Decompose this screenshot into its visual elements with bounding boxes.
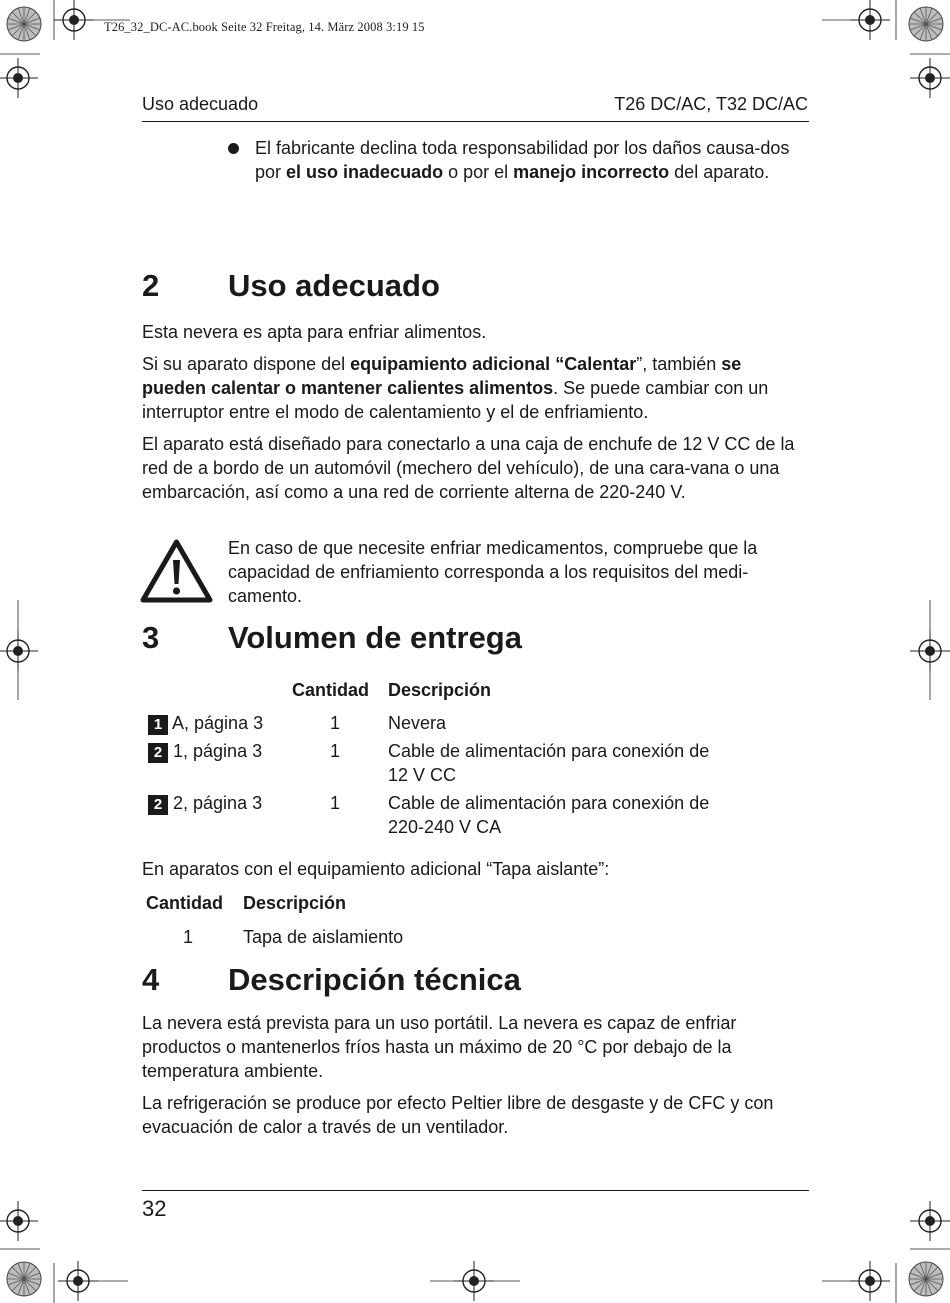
starburst-mark-icon [909, 7, 943, 41]
figure-key-badge: 2 [148, 743, 168, 763]
row-desc: Cable de alimentación para conexión de [388, 793, 710, 813]
warning-triangle-icon [140, 538, 213, 604]
section-number: 2 [142, 268, 160, 303]
section-4-paragraph-2: La refrigeración se produce por efecto Peltier libre de desgaste y de CFC y con evacuación de calor a través de un ventilador. [142, 1093, 774, 1137]
p2-text-2: ”, también [636, 354, 722, 374]
optional-equipment-intro: En aparatos con el equipamiento adicional “Tapa aislante”: [142, 859, 610, 879]
section-2-paragraph-3: El aparato está diseñado para conectarlo a una caja de enchufe de 12 V CC de la red de a bordo de un automóvil (mechero del vehículo), de una cara-vana o una embarcación, así como a una red de corriente alterna de 220-240 V. [142, 434, 795, 502]
starburst-mark-icon [7, 1262, 41, 1296]
liability-bullet [255, 136, 809, 184]
row-desc: Nevera [388, 713, 447, 733]
row-qty: 1 [330, 793, 341, 813]
section-2-paragraph-1: Esta nevera es apta para enfriar alimentos. [142, 322, 487, 342]
section-3-heading [142, 620, 522, 656]
section-4-heading [142, 962, 521, 998]
p2-bold-1: equipamiento adicional “Calentar [350, 354, 637, 374]
table2-header-qty: Cantidad [146, 893, 224, 913]
figure-key-badge: 1 [148, 715, 168, 735]
table-row [148, 791, 262, 815]
bullet-text-1: El fabricante declina toda responsabilidad por los daños causa-dos por [255, 138, 790, 182]
table-row [148, 711, 263, 735]
running-header-right: T26 DC/AC, T32 DC/AC [614, 94, 808, 114]
row-desc-line-2: 12 V CC [388, 765, 457, 785]
row-desc: Tapa de aislamiento [243, 927, 404, 947]
registration-mark-icon [0, 1201, 38, 1241]
registration-mark-icon [0, 58, 38, 98]
starburst-mark-icon [7, 7, 41, 41]
starburst-mark-icon [909, 1262, 943, 1296]
p2-bold-2: se pueden calentar o mantener calientes alimentos [142, 354, 742, 398]
figure-ref: 2, página 3 [173, 793, 263, 813]
section-number: 3 [142, 620, 160, 655]
table2-header-desc: Descripción [243, 893, 347, 913]
row-qty: 1 [330, 741, 341, 761]
registration-mark-icon [910, 1201, 950, 1241]
section-title: Volumen de entrega [228, 620, 522, 655]
footer-rule [142, 1190, 809, 1191]
table-row [148, 739, 262, 763]
row-qty: 1 [330, 713, 341, 733]
section-title: Descripción técnica [228, 962, 521, 997]
table1-header-qty: Cantidad [292, 680, 370, 700]
p2-text-3: . Se puede cambiar con un interruptor entre el modo de calentamiento y el de enfriamiento. [142, 378, 769, 422]
row-desc-line-2: 220-240 V CA [388, 817, 502, 837]
row-qty: 1 [183, 927, 194, 947]
section-2-heading [142, 268, 440, 304]
figure-ref: 1, página 3 [173, 741, 263, 761]
figure-ref: A, página 3 [172, 713, 264, 733]
section-2-paragraph-2 [142, 352, 809, 424]
print-info-line: T26_32_DC-AC.book Seite 32 Freitag, 14. März 2008 3:19 15 [104, 20, 425, 34]
running-header-left: Uso adecuado [142, 94, 259, 114]
table1-header-desc: Descripción [388, 680, 492, 700]
section-number: 4 [142, 962, 160, 997]
bullet-text-3: del aparato. [669, 162, 770, 182]
section-title: Uso adecuado [228, 268, 440, 303]
bullet-icon [228, 143, 239, 154]
registration-mark-icon [910, 58, 950, 98]
bullet-bold-2: manejo incorrecto [513, 162, 670, 182]
page-number: 32 [142, 1196, 167, 1221]
row-desc: Cable de alimentación para conexión de [388, 741, 710, 761]
registration-mark-icon [0, 631, 38, 671]
header-rule [142, 121, 809, 122]
bullet-bold-1: el uso inadecuado [286, 162, 444, 182]
section-4-paragraph-1: La nevera está prevista para un uso portátil. La nevera es capaz de enfriar productos o mantenerlos fríos hasta un máximo de 20 °C por debajo de la temperatura ambiente. [142, 1013, 737, 1081]
warning-text: En caso de que necesite enfriar medicamentos, compruebe que la capacidad de enfriamiento corresponda a los requisitos del medi-camento. [228, 538, 758, 606]
p2-text-1: Si su aparato dispone del [142, 354, 351, 374]
bullet-text-2: o por el [443, 162, 514, 182]
figure-key-badge: 2 [148, 795, 168, 815]
